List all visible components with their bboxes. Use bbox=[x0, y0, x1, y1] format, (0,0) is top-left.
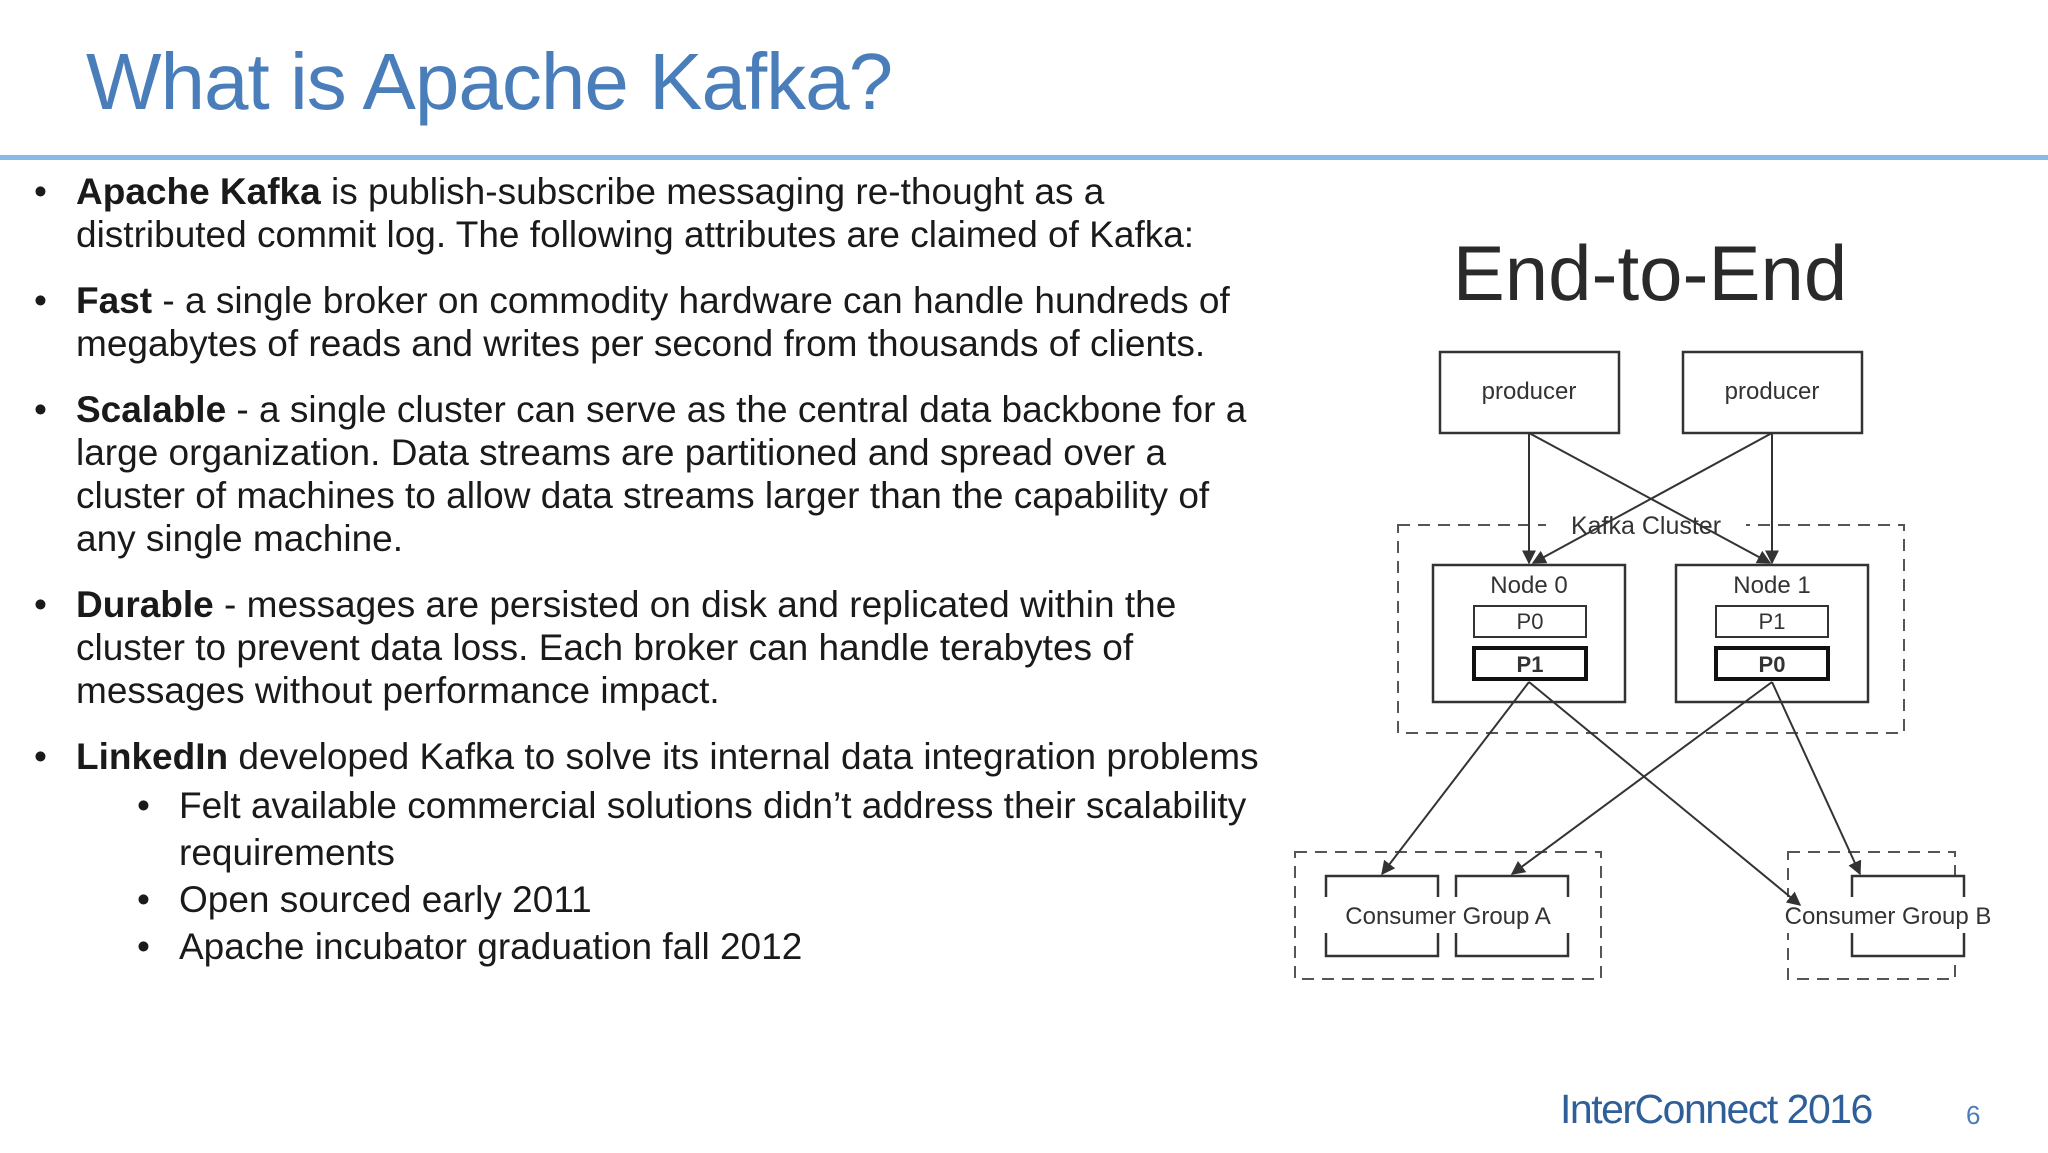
bullet-item bbox=[34, 279, 1264, 365]
bullet-text: is publish-subscribe messaging re-thought as a distributed commit log. The following attributes are claimed of Kafka: bbox=[76, 171, 1195, 255]
footer-brand-logo: InterConnect 2016 bbox=[1560, 1086, 1872, 1132]
bullet-text: developed Kafka to solve its internal data integration problems bbox=[228, 736, 1259, 777]
title-divider bbox=[0, 155, 2048, 160]
consumer-group-label: Consumer Group B bbox=[1784, 903, 1992, 930]
cluster-label: Kafka Cluster bbox=[1570, 512, 1722, 540]
bullet-keyword: Scalable bbox=[76, 389, 227, 430]
bullet-item bbox=[34, 735, 1264, 778]
bullet-keyword: LinkedIn bbox=[76, 736, 229, 777]
bullet-item bbox=[34, 583, 1264, 712]
connector-arrow bbox=[1382, 682, 1529, 874]
partition-label: P1 bbox=[1516, 652, 1544, 677]
partition-label: P0 bbox=[1516, 609, 1544, 634]
bullet-keyword: Durable bbox=[76, 584, 214, 625]
bullet-item bbox=[34, 388, 1264, 560]
connector-arrow bbox=[1529, 433, 1770, 563]
diagram-title: End-to-End bbox=[1452, 229, 1848, 317]
connector-arrow bbox=[1772, 682, 1860, 874]
connector-arrow bbox=[1529, 682, 1800, 905]
sub-bullet-list bbox=[34, 782, 1264, 970]
node-label: Node 0 bbox=[1490, 572, 1568, 599]
connector-arrow bbox=[1512, 682, 1772, 874]
producer-label: producer bbox=[1724, 378, 1820, 405]
consumer-group-label: Consumer Group A bbox=[1345, 903, 1551, 930]
slide-title: What is Apache Kafka? bbox=[86, 37, 893, 126]
bullet-keyword: Apache Kafka bbox=[76, 171, 321, 212]
kafka-diagram bbox=[1270, 220, 2040, 1000]
producer-label: producer bbox=[1481, 378, 1577, 405]
sub-bullet-item: • Felt available commercial solutions didn’t address their scalability requirements bbox=[34, 782, 1264, 876]
sub-bullet-item: • Apache incubator graduation fall 2012 bbox=[34, 923, 1264, 970]
bullet-item bbox=[34, 170, 1264, 256]
connector-arrow bbox=[1533, 433, 1772, 563]
bullet-text: - messages are persisted on disk and replicated within the cluster to prevent data loss. Each broker can handle terabytes of messages without performance impact. bbox=[76, 584, 1177, 711]
sub-bullet-item: • Open sourced early 2011 bbox=[34, 876, 1264, 923]
bullet-text: - a single broker on commodity hardware can handle hundreds of megabytes of reads and writes per second from thousands of clients. bbox=[76, 280, 1230, 364]
node-label: Node 1 bbox=[1733, 572, 1811, 599]
partition-label: P0 bbox=[1758, 652, 1786, 677]
partition-label: P1 bbox=[1758, 609, 1786, 634]
bullet-text: - a single cluster can serve as the central data backbone for a large organization. Data streams are partitioned and spread over a cluster of machines to allow data streams larger than the capability of any single machine. bbox=[76, 389, 1247, 559]
bullet-list bbox=[34, 170, 1264, 970]
bullet-keyword: Fast bbox=[76, 280, 153, 321]
page-number: 6 bbox=[1966, 1100, 1981, 1130]
